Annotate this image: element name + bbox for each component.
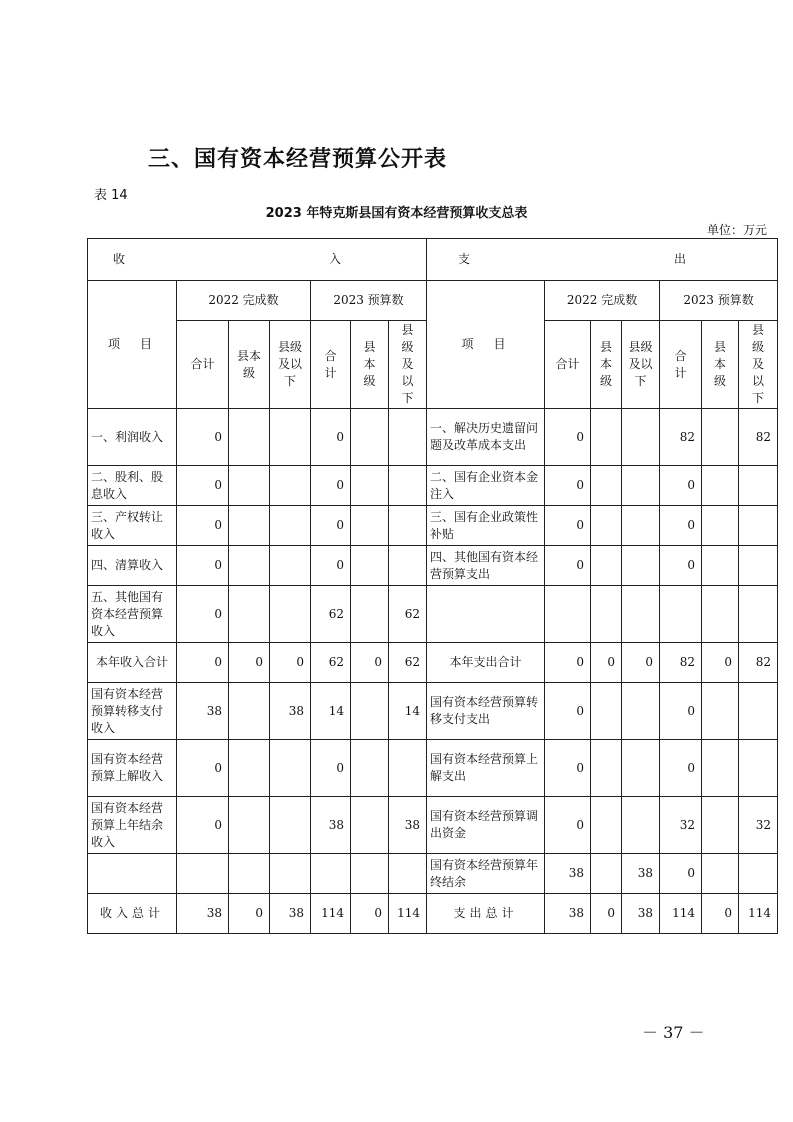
income-value-cell (389, 506, 427, 546)
expense-item-cell: 支出总计 (427, 894, 545, 934)
expense-value-cell: 82 (739, 409, 778, 466)
expense-value-cell (591, 506, 622, 546)
table-title: 2023 年特克斯县国有资本经营预算收支总表 (265, 206, 528, 221)
expense-value-cell (739, 586, 778, 643)
expense-value-cell (739, 546, 778, 586)
expense-value-cell (622, 683, 660, 740)
income-value-cell (351, 854, 389, 894)
page-number: － 37 － (642, 1023, 705, 1042)
expense-value-cell (622, 546, 660, 586)
income-value-cell: 38 (270, 683, 311, 740)
expense-value-cell: 0 (660, 740, 702, 797)
income-value-cell: 14 (389, 683, 427, 740)
income-value-cell: 0 (177, 506, 229, 546)
income-value-cell: 0 (229, 894, 270, 934)
expense-value-cell (622, 409, 660, 466)
table-row (88, 797, 778, 854)
table-row (88, 683, 778, 740)
income-value-cell (351, 683, 389, 740)
income-value-cell (389, 854, 427, 894)
income-value-cell (351, 740, 389, 797)
expense-value-cell (702, 797, 739, 854)
col-county: 县 本 级 (591, 321, 622, 409)
table-row (88, 740, 778, 797)
income-value-cell (270, 586, 311, 643)
expense-header: 支 出 (427, 239, 778, 281)
expense-value-cell (702, 683, 739, 740)
expense-item-cell: 本年支出合计 (427, 643, 545, 683)
expense-value-cell: 38 (622, 854, 660, 894)
income-value-cell (311, 854, 351, 894)
expense-value-cell (622, 797, 660, 854)
expense-value-cell (591, 586, 622, 643)
expense-value-cell: 0 (545, 683, 591, 740)
income-value-cell: 0 (311, 466, 351, 506)
expense-value-cell (702, 546, 739, 586)
expense-value-cell (739, 506, 778, 546)
income-value-cell: 114 (389, 894, 427, 934)
income-value-cell (270, 546, 311, 586)
expense-value-cell (622, 506, 660, 546)
income-item-cell: 国有资本经营预算转移支付收入 (88, 683, 177, 740)
income-value-cell (270, 506, 311, 546)
income-value-cell: 0 (311, 506, 351, 546)
unit-label: 单位：万元 (706, 223, 767, 237)
expense-item-cell: 国有资本经营预算年终结余 (427, 854, 545, 894)
income-value-cell (270, 854, 311, 894)
expense-value-cell: 0 (622, 643, 660, 683)
income-value-cell: 0 (177, 466, 229, 506)
income-value-cell (389, 546, 427, 586)
expense-item-cell: 四、其他国有资本经营预算支出 (427, 546, 545, 586)
income-value-cell (351, 586, 389, 643)
col-below: 县 级 及 以 下 (739, 321, 778, 409)
income-value-cell (389, 409, 427, 466)
income-value-cell: 0 (311, 409, 351, 466)
col-county: 县 本 级 (351, 321, 389, 409)
income-value-cell: 62 (389, 643, 427, 683)
expense-value-cell: 0 (545, 740, 591, 797)
expense-item-header: 项 目 (427, 281, 545, 409)
income-item-cell: 国有资本经营预算上解收入 (88, 740, 177, 797)
expense-value-cell (622, 586, 660, 643)
expense-value-cell: 0 (545, 797, 591, 854)
expense-item-cell: 国有资本经营预算转移支付支出 (427, 683, 545, 740)
expense-value-cell (591, 797, 622, 854)
income-item-cell: 四、清算收入 (88, 546, 177, 586)
expense-value-cell: 0 (545, 643, 591, 683)
expense-value-cell: 0 (591, 894, 622, 934)
income-value-cell (270, 797, 311, 854)
expense-value-cell (702, 586, 739, 643)
expense-value-cell: 0 (545, 546, 591, 586)
income-2022-header: 2022 完成数 (177, 281, 311, 321)
income-value-cell: 62 (389, 586, 427, 643)
income-value-cell: 38 (177, 683, 229, 740)
expense-2023-header: 2023 预算数 (660, 281, 778, 321)
income-value-cell (229, 506, 270, 546)
budget-table (87, 238, 778, 934)
income-value-cell: 0 (177, 740, 229, 797)
income-value-cell: 62 (311, 586, 351, 643)
income-item-cell: 本年收入合计 (88, 643, 177, 683)
income-value-cell (229, 797, 270, 854)
expense-value-cell: 38 (622, 894, 660, 934)
income-value-cell (351, 797, 389, 854)
income-item-header: 项 目 (88, 281, 177, 409)
col-below: 县级及以下 (622, 321, 660, 409)
header-row-2 (88, 281, 778, 321)
expense-value-cell (591, 683, 622, 740)
income-header: 收 入 (88, 239, 427, 281)
expense-2022-header: 2022 完成数 (545, 281, 660, 321)
col-total: 合 计 (660, 321, 702, 409)
income-value-cell (229, 546, 270, 586)
expense-value-cell: 0 (545, 506, 591, 546)
expense-value-cell (702, 409, 739, 466)
income-value-cell (270, 740, 311, 797)
expense-value-cell: 0 (545, 466, 591, 506)
expense-value-cell: 82 (660, 409, 702, 466)
col-total: 合计 (177, 321, 229, 409)
col-county: 县本级 (229, 321, 270, 409)
income-value-cell: 0 (177, 797, 229, 854)
table-row (88, 586, 778, 643)
expense-item-cell: 三、国有企业政策性补贴 (427, 506, 545, 546)
income-item-cell (88, 854, 177, 894)
income-2023-header: 2023 预算数 (311, 281, 427, 321)
col-below: 县级及以下 (270, 321, 311, 409)
expense-value-cell: 82 (739, 643, 778, 683)
income-value-cell: 38 (270, 894, 311, 934)
expense-value-cell: 0 (660, 683, 702, 740)
income-value-cell (177, 854, 229, 894)
income-value-cell (229, 740, 270, 797)
expense-value-cell (591, 466, 622, 506)
expense-value-cell: 114 (660, 894, 702, 934)
expense-value-cell (702, 466, 739, 506)
income-value-cell (270, 466, 311, 506)
col-total: 合 计 (311, 321, 351, 409)
income-value-cell: 0 (177, 586, 229, 643)
income-value-cell (229, 683, 270, 740)
col-county: 县 本 级 (702, 321, 739, 409)
expense-value-cell (739, 683, 778, 740)
expense-value-cell (591, 854, 622, 894)
table-number: 表 14 (94, 188, 128, 203)
expense-value-cell: 0 (660, 854, 702, 894)
header-row-1 (88, 239, 778, 281)
expense-value-cell (622, 466, 660, 506)
expense-value-cell (622, 740, 660, 797)
expense-item-cell: 国有资本经营预算上解支出 (427, 740, 545, 797)
table-row (88, 894, 778, 934)
income-value-cell: 0 (311, 546, 351, 586)
income-value-cell (270, 409, 311, 466)
income-value-cell (351, 506, 389, 546)
table-row (88, 854, 778, 894)
income-value-cell: 0 (311, 740, 351, 797)
expense-value-cell (660, 586, 702, 643)
income-value-cell: 0 (177, 546, 229, 586)
table-row (88, 466, 778, 506)
income-value-cell: 0 (351, 643, 389, 683)
income-value-cell (229, 466, 270, 506)
expense-value-cell: 82 (660, 643, 702, 683)
income-value-cell: 0 (229, 643, 270, 683)
expense-value-cell: 0 (660, 466, 702, 506)
expense-value-cell (545, 586, 591, 643)
income-item-cell: 一、利润收入 (88, 409, 177, 466)
income-value-cell: 114 (311, 894, 351, 934)
table-row (88, 506, 778, 546)
expense-value-cell (591, 546, 622, 586)
income-value-cell: 62 (311, 643, 351, 683)
income-value-cell (229, 854, 270, 894)
section-title: 三、国有资本经营预算公开表 (148, 146, 448, 172)
income-value-cell: 38 (389, 797, 427, 854)
expense-value-cell (702, 506, 739, 546)
expense-value-cell: 32 (660, 797, 702, 854)
expense-value-cell: 0 (702, 643, 739, 683)
col-total: 合计 (545, 321, 591, 409)
income-value-cell (351, 466, 389, 506)
expense-value-cell (702, 740, 739, 797)
col-below: 县 级 及 以 下 (389, 321, 427, 409)
income-item-cell: 三、产权转让收入 (88, 506, 177, 546)
table-row (88, 409, 778, 466)
expense-value-cell (591, 740, 622, 797)
expense-value-cell (591, 409, 622, 466)
income-value-cell: 38 (177, 894, 229, 934)
expense-value-cell: 38 (545, 894, 591, 934)
income-value-cell (351, 409, 389, 466)
expense-value-cell: 38 (545, 854, 591, 894)
table-row (88, 643, 778, 683)
expense-item-cell: 二、国有企业资本金注入 (427, 466, 545, 506)
income-item-cell: 收入总计 (88, 894, 177, 934)
expense-value-cell: 0 (660, 506, 702, 546)
income-value-cell (389, 740, 427, 797)
income-value-cell: 14 (311, 683, 351, 740)
income-item-cell: 五、其他国有资本经营预算收入 (88, 586, 177, 643)
expense-value-cell: 0 (545, 409, 591, 466)
expense-item-cell: 一、解决历史遗留问题及改革成本支出 (427, 409, 545, 466)
income-item-cell: 国有资本经营预算上年结余收入 (88, 797, 177, 854)
expense-item-cell (427, 586, 545, 643)
expense-value-cell: 0 (591, 643, 622, 683)
income-value-cell: 0 (177, 409, 229, 466)
income-value-cell: 0 (270, 643, 311, 683)
income-item-cell: 二、股利、股息收入 (88, 466, 177, 506)
expense-item-cell: 国有资本经营预算调出资金 (427, 797, 545, 854)
table-row (88, 546, 778, 586)
expense-value-cell: 114 (739, 894, 778, 934)
income-value-cell: 0 (351, 894, 389, 934)
expense-value-cell: 32 (739, 797, 778, 854)
expense-value-cell (739, 466, 778, 506)
income-value-cell (351, 546, 389, 586)
expense-value-cell (739, 740, 778, 797)
income-value-cell (229, 586, 270, 643)
income-value-cell (229, 409, 270, 466)
expense-value-cell: 0 (660, 546, 702, 586)
expense-value-cell (739, 854, 778, 894)
expense-value-cell: 0 (702, 894, 739, 934)
income-value-cell: 0 (177, 643, 229, 683)
income-value-cell (389, 466, 427, 506)
expense-value-cell (702, 854, 739, 894)
income-value-cell: 38 (311, 797, 351, 854)
